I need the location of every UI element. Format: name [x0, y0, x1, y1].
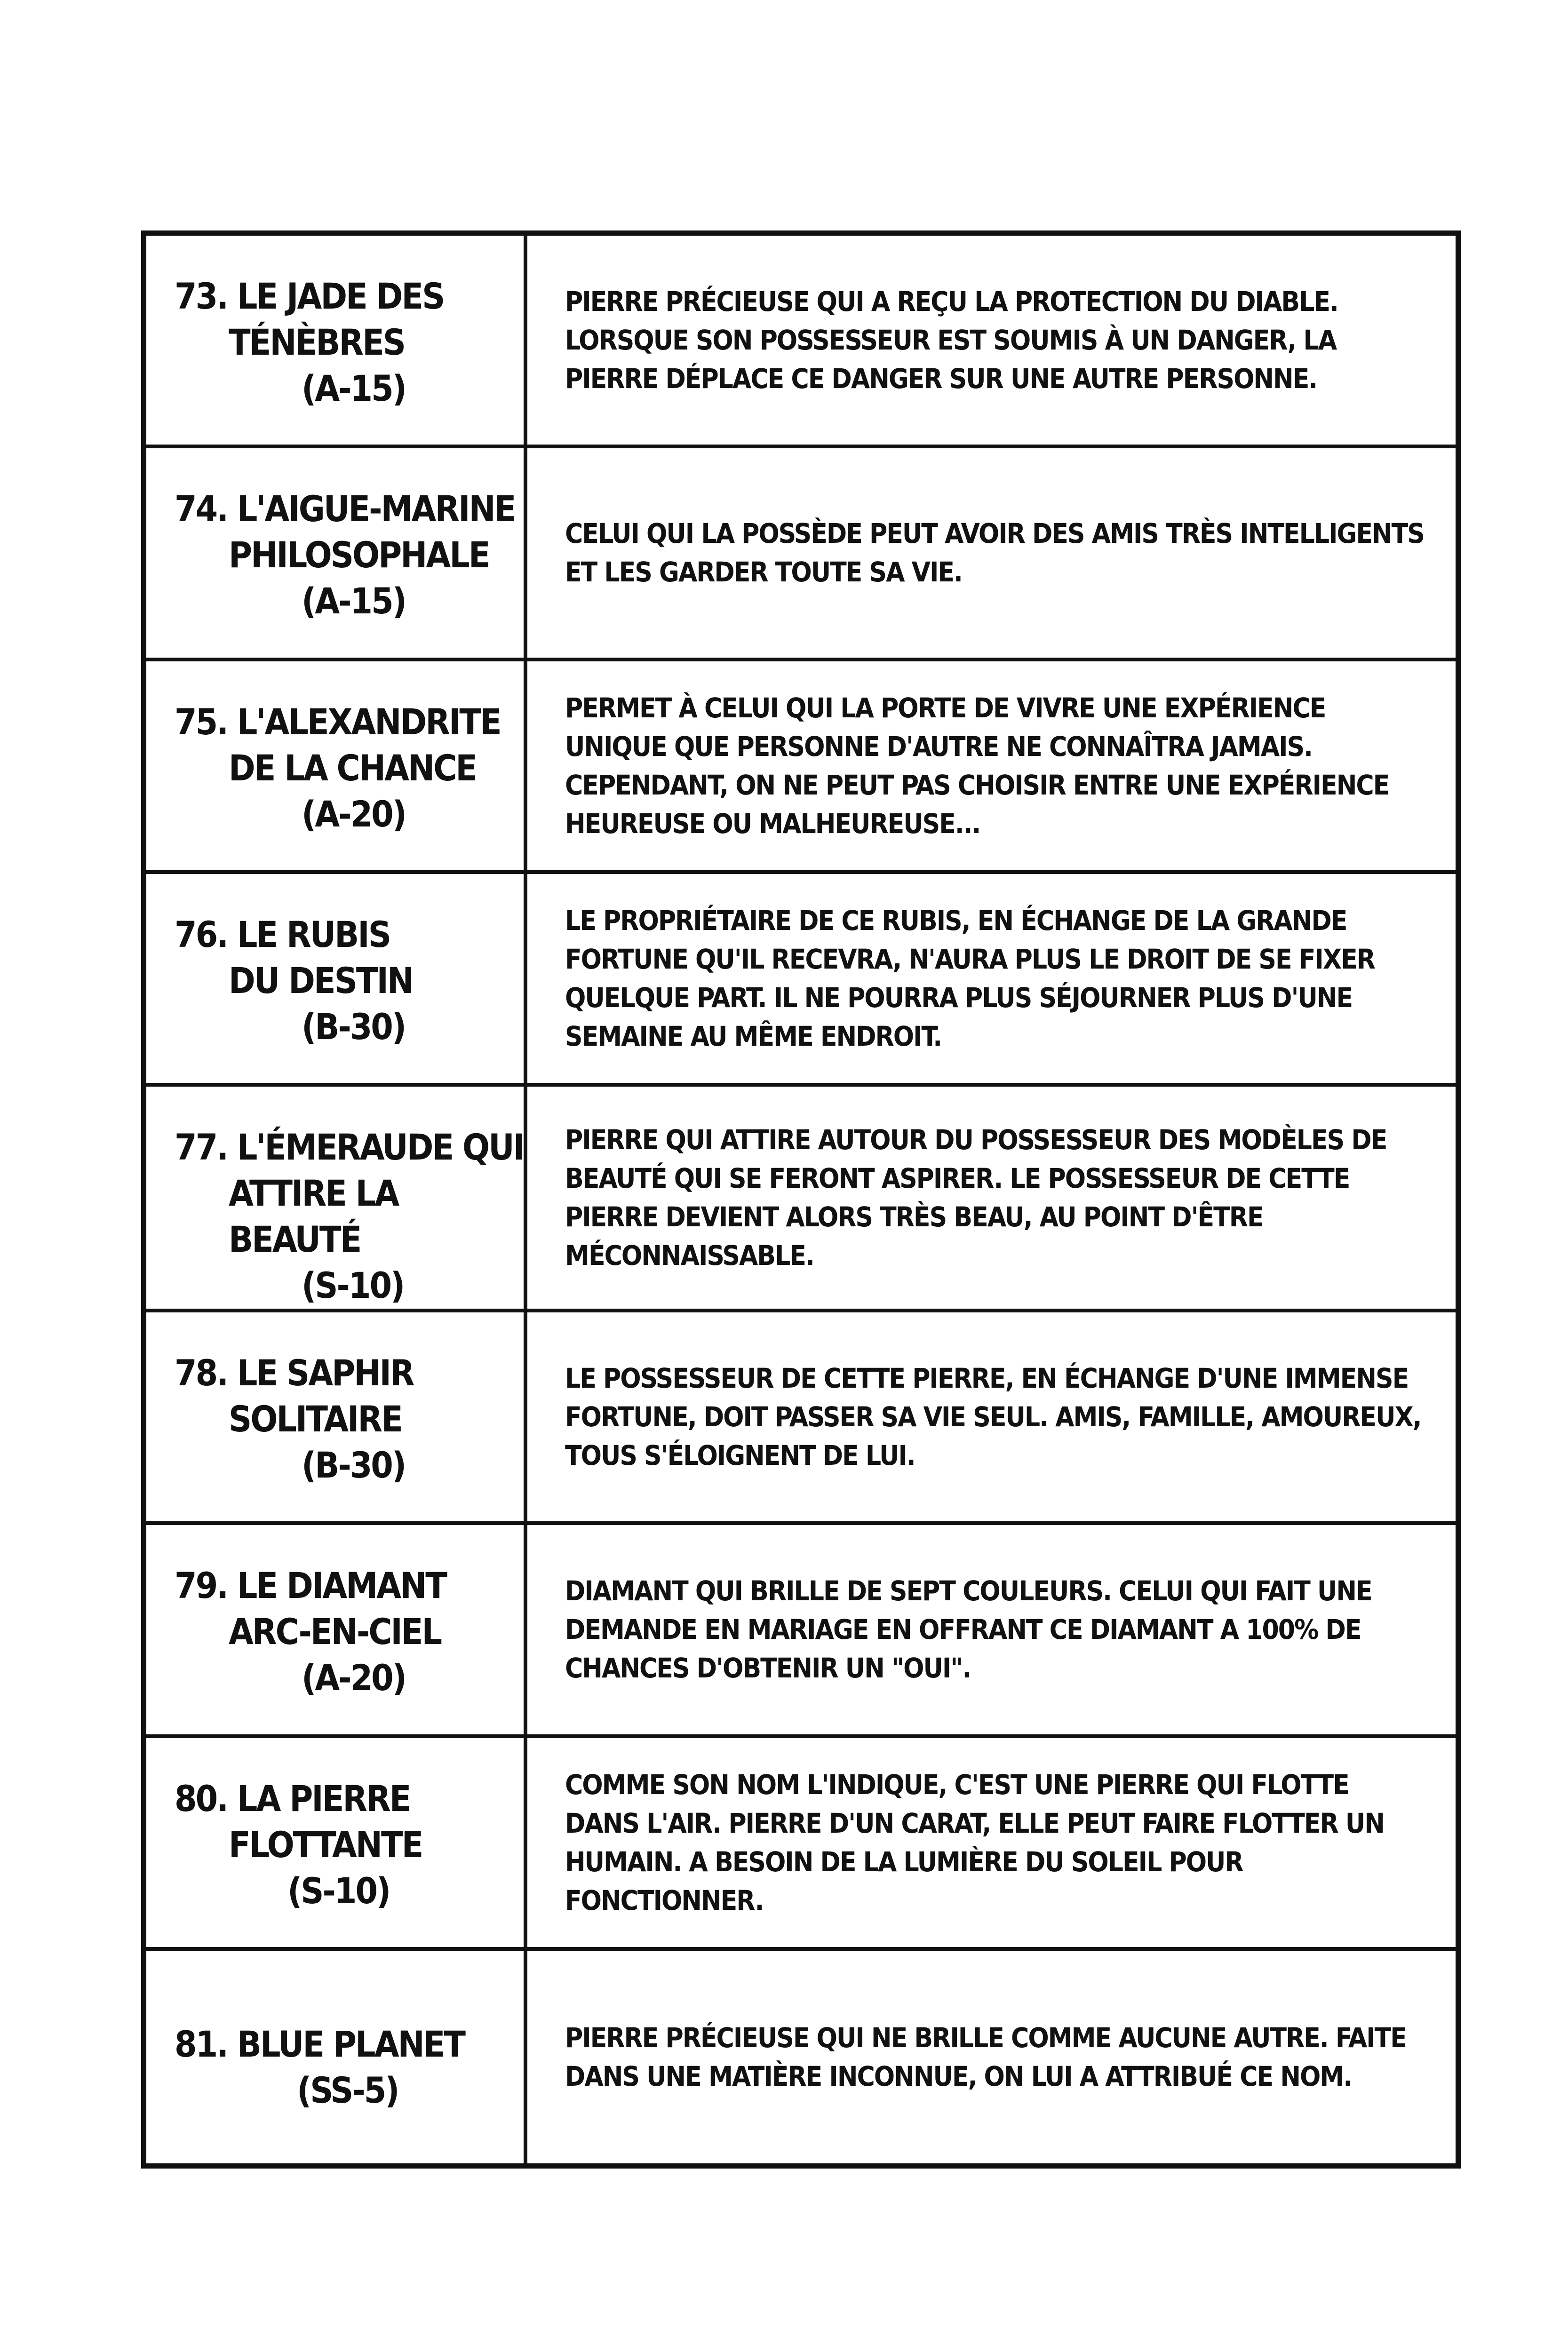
gem-description-cell	[527, 448, 1456, 661]
gem-name-line2: ARC-EN-CIEL	[229, 1611, 441, 1653]
gem-description: PIERRE QUI ATTIRE AUTOUR DU POSSESSEUR DES MODÈLES DE BEAUTÉ QUI SE FERONT ASPIRER. LE POSSESSEUR DE CETTE PIERRE DEVIENT ALORS TRÈS BEAU, AU POINT D'ÊTRE MÉCONNAISSABLE.	[565, 1124, 1387, 1271]
gem-name-line2: TÉNÈBRES	[229, 321, 405, 363]
gem-rank: (A-20)	[302, 793, 406, 835]
gem-name-line1: LE DIAMANT	[237, 1565, 446, 1607]
gem-description: COMME SON NOM L'INDIQUE, C'EST UNE PIERRE QUI FLOTTE DANS L'AIR. PIERRE D'UN CARAT, ELLE PEUT FAIRE FLOTTER UN HUMAIN. A BESOIN DE LA LUMIÈRE DU SOLEIL POUR FONCTIONNER.	[565, 1768, 1384, 1916]
gem-name	[175, 699, 524, 791]
gem-description-cell	[527, 1087, 1456, 1312]
gem-rank: (A-15)	[302, 580, 406, 622]
gem-description: PIERRE PRÉCIEUSE QUI A REÇU LA PROTECTION DU DIABLE. LORSQUE SON POSSESSEUR EST SOUMIS À UN DANGER, LA PIERRE DÉPLACE CE DANGER SUR UNE AUTRE PERSONNE.	[565, 286, 1338, 395]
gem-number: 73.	[175, 275, 228, 317]
gem-name-line2: ATTIRE LA BEAUTÉ	[229, 1172, 398, 1260]
gem-description-cell	[527, 1951, 1456, 2163]
gem-description: LE PROPRIÉTAIRE DE CE RUBIS, EN ÉCHANGE DE LA GRANDE FORTUNE QU'IL RECEVRA, N'AURA PLUS LE DROIT DE SE FIXER QUELQUE PART. IL NE POURRA PLUS SÉJOURNER PLUS D'UNE SEMAINE AU MÊME ENDROIT.	[565, 904, 1375, 1052]
gem-description-cell	[527, 1525, 1456, 1738]
gem-name	[175, 273, 524, 366]
gem-name-line1: LE RUBIS	[237, 913, 390, 955]
gem-name-cell	[146, 1738, 527, 1951]
gem-rank: (S-10)	[287, 1869, 390, 1912]
gem-name	[175, 1563, 524, 1655]
gem-number: 80.	[175, 1777, 228, 1820]
gem-name-cell	[146, 1312, 527, 1525]
gem-name-line1: L'ÉMERAUDE QUI	[237, 1126, 524, 1168]
gem-number: 81.	[175, 2023, 228, 2065]
gem-number: 75.	[175, 700, 228, 743]
gem-name-cell	[146, 236, 527, 448]
gem-description: PIERRE PRÉCIEUSE QUI NE BRILLE COMME AUCUNE AUTRE. FAITE DANS UNE MATIÈRE INCONNUE, ON LUI A ATTRIBUÉ CE NOM.	[565, 2021, 1406, 2092]
gem-name	[175, 486, 524, 578]
gem-description: DIAMANT QUI BRILLE DE SEPT COULEURS. CELUI QUI FAIT UNE DEMANDE EN MARIAGE EN OFFRANT CE DIAMANT A 100% DE CHANCES D'OBTENIR UN "OUI".	[565, 1575, 1372, 1685]
gem-number: 77.	[175, 1126, 228, 1168]
gem-name-cell	[146, 1525, 527, 1738]
gem-name-cell	[146, 661, 527, 874]
gem-name-line1: LE JADE DES	[237, 275, 444, 317]
gem-name	[175, 1124, 524, 1263]
gem-name-line1: LA PIERRE	[237, 1777, 410, 1820]
gem-description: CELUI QUI LA POSSÈDE PEUT AVOIR DES AMIS TRÈS INTELLIGENTS ET LES GARDER TOUTE SA VIE.	[565, 517, 1424, 588]
gem-table	[141, 230, 1461, 2169]
gem-name-cell	[146, 874, 527, 1087]
gem-name	[175, 1350, 524, 1442]
gem-rank: (A-20)	[302, 1657, 406, 1699]
gem-description-cell	[527, 661, 1456, 874]
gem-number: 74.	[175, 488, 228, 530]
gem-number: 79.	[175, 1565, 228, 1607]
gem-name-line2: PHILOSOPHALE	[229, 534, 489, 576]
gem-name	[175, 1776, 524, 1868]
gem-description: PERMET À CELUI QUI LA PORTE DE VIVRE UNE EXPÉRIENCE UNIQUE QUE PERSONNE D'AUTRE NE CONNAÎTRA JAMAIS. CEPENDANT, ON NE PEUT PAS CHOISIR ENTRE UNE EXPÉRIENCE HEUREUSE OU MALHEUREUSE...	[565, 691, 1389, 840]
gem-name-cell	[146, 1951, 527, 2163]
gem-number: 78.	[175, 1352, 228, 1394]
gem-name-line2: FLOTTANTE	[229, 1823, 422, 1866]
gem-rank: (S-10)	[302, 1264, 404, 1306]
gem-name-line2: DU DESTIN	[229, 959, 413, 1001]
gem-description-cell	[527, 1312, 1456, 1525]
gem-name-line1: LE SAPHIR	[237, 1352, 414, 1394]
gem-name-line2: DE LA CHANCE	[229, 747, 476, 789]
gem-name-cell	[146, 448, 527, 661]
gem-description-cell	[527, 874, 1456, 1087]
gem-name-cell	[146, 1087, 527, 1312]
gem-description-cell	[527, 1738, 1456, 1951]
gem-description-cell	[527, 236, 1456, 448]
gem-name-line1: BLUE PLANET	[237, 2023, 465, 2065]
gem-name-line1: L'ALEXANDRITE	[237, 700, 501, 743]
gem-rank: (SS-5)	[297, 2069, 398, 2111]
gem-rank: (B-30)	[302, 1444, 406, 1486]
gem-number: 76.	[175, 913, 228, 955]
gem-rank: (A-15)	[302, 367, 406, 409]
gem-name-line1: L'AIGUE-MARINE	[237, 488, 515, 530]
gem-rank: (B-30)	[302, 1005, 406, 1048]
gem-name	[175, 912, 524, 1004]
gem-description: LE POSSESSEUR DE CETTE PIERRE, EN ÉCHANGE D'UNE IMMENSE FORTUNE, DOIT PASSER SA VIE SEUL. AMIS, FAMILLE, AMOUREUX, TOUS S'ÉLOIGNENT DE LUI.	[565, 1362, 1421, 1472]
gem-name	[175, 2021, 524, 2067]
gem-name-line2: SOLITAIRE	[229, 1398, 402, 1440]
